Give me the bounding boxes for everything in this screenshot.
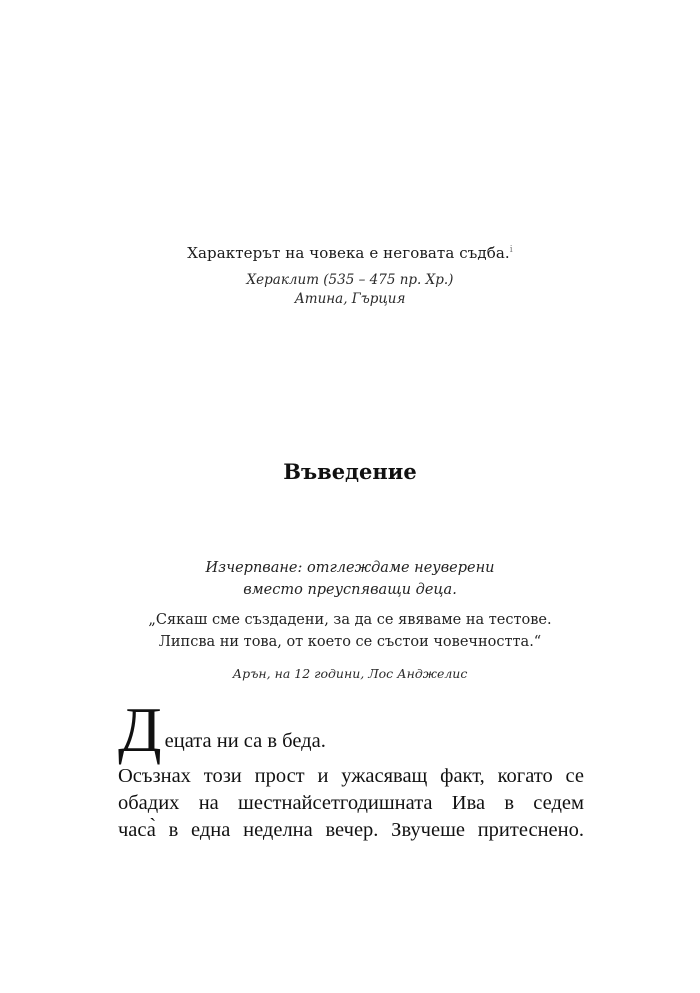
paragraph-line-2: обадих на шестнайсетгодишната Ива в седем [118,792,584,814]
body-first-line: ецата ни са в беда. [164,730,326,752]
paragraph-line-3: часа̀ в една неделна вечер. Звучеше притеснено. [118,819,584,841]
quote-line-2: Липсва ни това, от което се състои човечността.“ [158,634,542,650]
epigraph [0,242,700,309]
epigraph-quote: Характерът на човека е неговата съдба. [187,244,510,262]
child-quote [0,609,700,653]
subtitle-line-2: вместо преуспяващи деца. [243,582,457,598]
epigraph-quote-line [0,242,700,264]
chapter-title: Въведение [283,459,417,484]
chapter-subtitle [0,557,700,601]
paragraph-line-1: Осъзнах този прост и ужасяващ факт, когато се [118,765,584,787]
subtitle-line-1: Изчерпване: отглеждаме неуверени [205,560,495,576]
drop-cap: Д [118,694,162,765]
epigraph-place: Атина, Гърция [294,291,406,307]
quote-attribution: Арън, на 12 години, Лос Анджелис [232,666,468,681]
body-text [118,694,584,844]
quote-line-1: „Сякаш сме създадени, за да се явяваме на тестове. [148,612,552,628]
footnote-mark[interactable]: i [509,245,513,255]
epigraph-author: Хераклит (535 – 475 пр. Хр.) [246,272,454,288]
body-paragraph [118,759,584,844]
